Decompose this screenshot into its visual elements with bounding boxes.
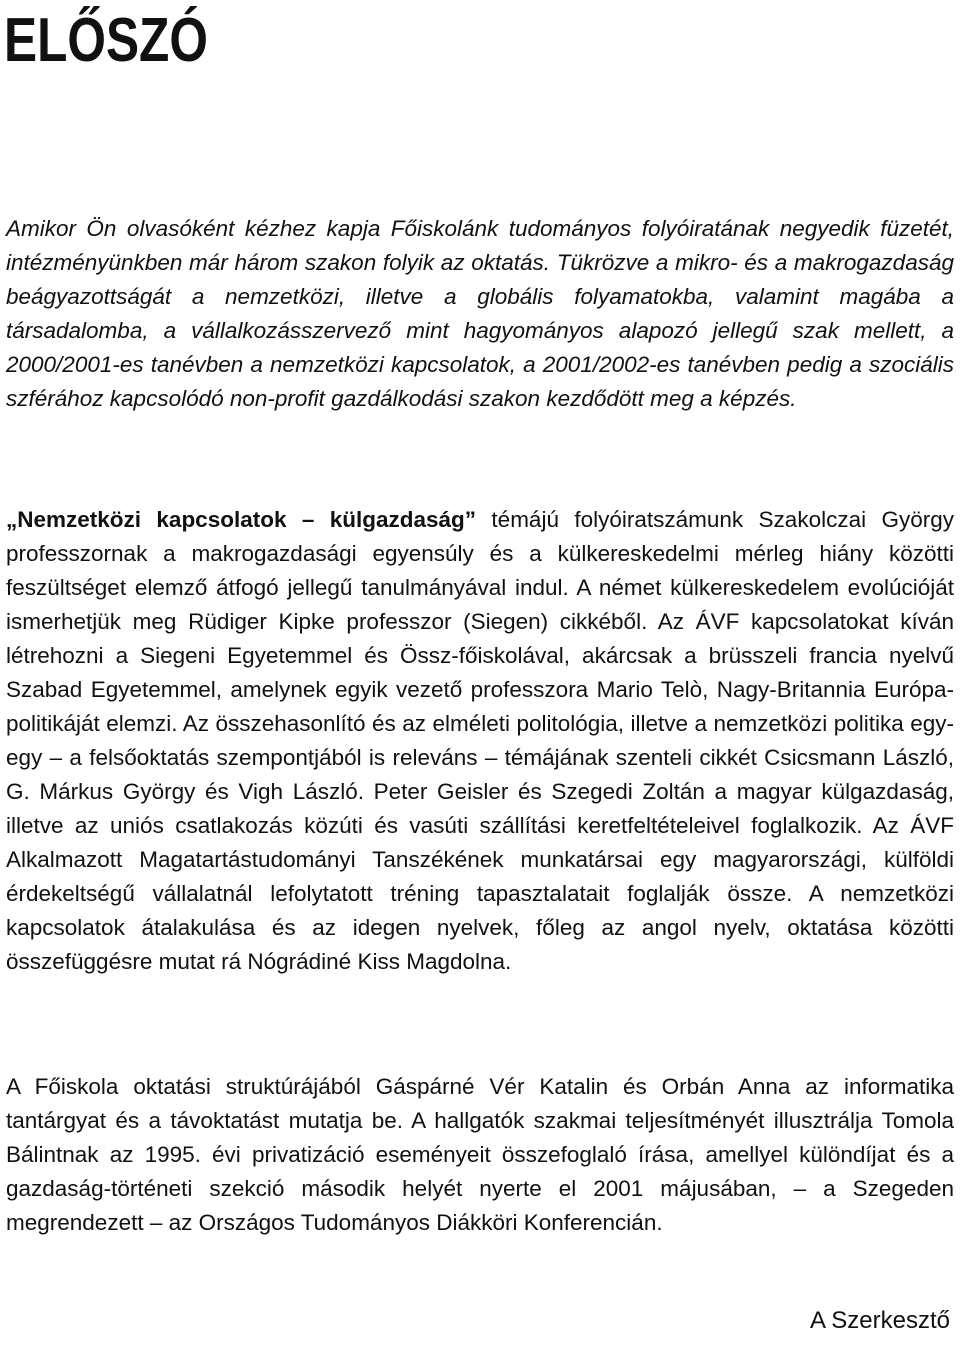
student-paragraph: A Főiskola oktatási struktúrájából Gáspárné Vér Katalin és Orbán Anna az informatika tantárgyat és a távoktatást mutatja be. A hallgatók szakmai teljesítményét illusztrálja Tomola Bálintnak az 1995. évi privatizáció eseményeit összefoglaló írása, amellyel különdíjat és a gazdaság-történeti szekció második helyét nyerte el 2001 májusában, – a Szegeden megrendezett – az Országos Tudományos Diákköri Konferencián.: [6, 1074, 954, 1235]
page-title: ELŐSZÓ: [4, 6, 208, 75]
editor-signature: A Szerkesztő: [809, 1307, 950, 1334]
issue-theme-title: „Nemzetközi kapcsolatok – külgazdaság”: [6, 507, 477, 532]
intro-paragraph: Amikor Ön olvasóként kézhez kapja Főiskolánk tudományos folyóiratának negyedik füzetét, intézményünkben már három szakon folyik az oktatás. Tükrözve a mikro- és a makrogazdaság beágyazottságát a nemzetközi, illetve a globális folyamatokba, valamint magába a társadalomba, a vállalkozásszervező mint hagyományos alapozó jellegű szak mellett, a 2000/2001-es tanévben a nemzetközi kapcsolatok, a 2001/2002-es tanévben pedig a szociális szférához kapcsolódó non-profit gazdálkodási szakon kezdődött meg a képzés.: [6, 216, 954, 411]
contents-paragraph-text: témájú folyóiratszámunk Szakolczai György professzornak a makrogazdasági egyensúly és a külkereskedelmi mérleg hiány közötti feszültséget elemző átfogó jellegű tanulmányával indul. A német külkereskedelem evolúcióját ismerhetjük meg Rüdiger Kipke professzor (Siegen) cikkéből. Az ÁVF kapcsolatokat kíván létrehozni a Siegeni Egyetemmel és Össz-főiskolával, akárcsak a brüsszeli francia nyelvű Szabad Egyetemmel, amelynek egyik vezető professzora Mario Telò, Nagy-Britannia Európa-politikáját elemzi. Az összehasonlító és az elméleti politológia, illetve a nemzetközi politika egy-egy – a felsőoktatás szempontjából is releváns – témájának szenteli cikkét Csicsmann László, G. Márkus György és Vigh László. Peter Geisler és Szegedi Zoltán a magyar külgazdaság, illetve az uniós csatlakozás közúti és vasúti szállítási keretfeltételeivel foglalkozik. Az ÁVF Alkalmazott Magatartástudományi Tanszékének munkatársai egy magyarországi, külföldi érdekeltségű vállalatnál lefolytatott tréning tapasztalatait foglalják össze. A nemzetközi kapcsolatok átalakulása és az idegen nyelvek, főleg az angol nyelv, oktatása közötti összefüggésre mutat rá Nógrádiné Kiss Magdolna.: [6, 507, 954, 974]
contents-paragraph: [6, 503, 954, 979]
